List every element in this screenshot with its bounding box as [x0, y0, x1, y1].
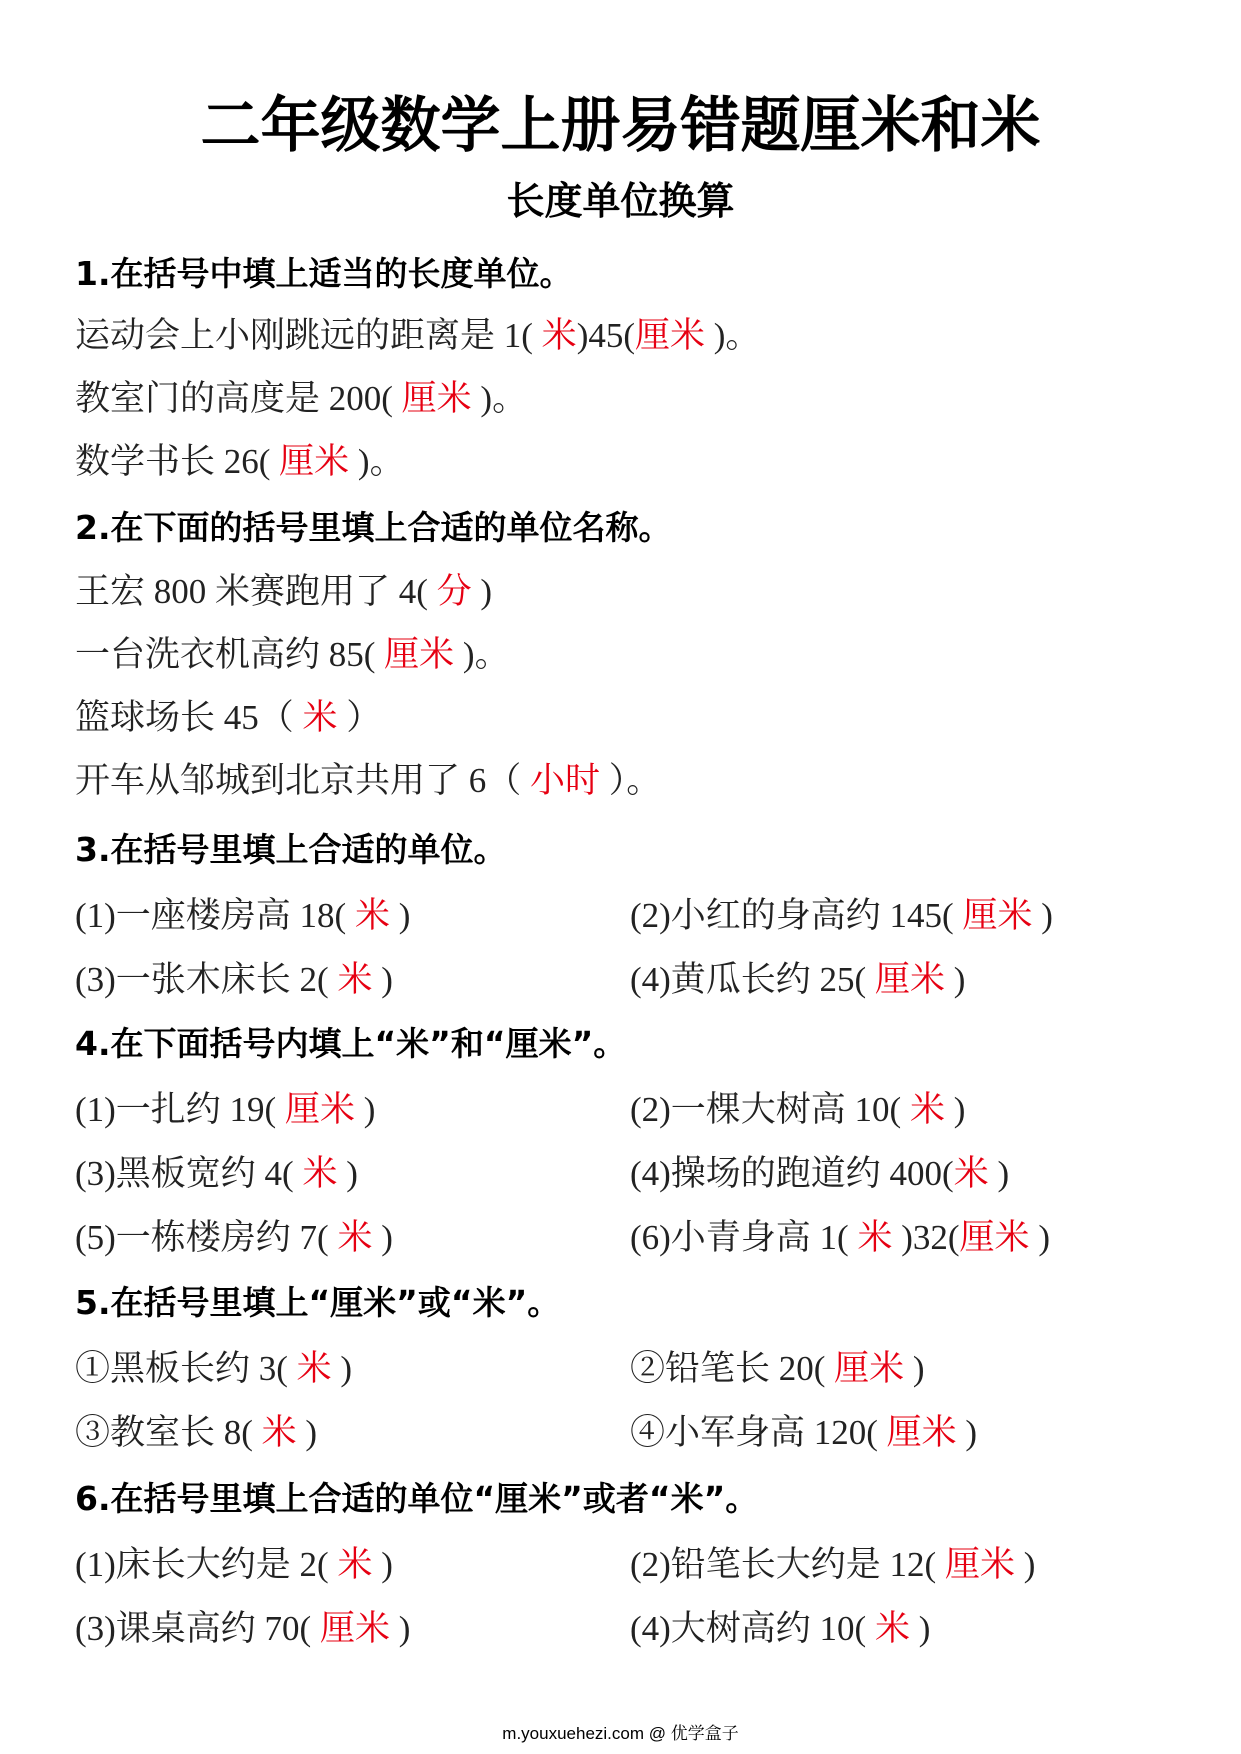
question-3-heading: 3.在括号里填上合适的单位。	[75, 830, 507, 869]
question-text: ）。	[600, 761, 662, 800]
answer: 米	[328, 1218, 373, 1257]
question-5-item-1	[75, 1346, 352, 1392]
question-text: )。	[349, 442, 405, 481]
question-2-line-3	[75, 695, 381, 741]
question-text: 王宏 800 米赛跑用了 4(	[75, 572, 428, 611]
question-text: ④小军身高 120(	[630, 1413, 878, 1452]
question-text: )	[988, 1154, 1010, 1193]
question-text: )	[471, 572, 493, 611]
question-text: (4)黄瓜长约 25(	[630, 960, 867, 999]
question-text: )	[372, 960, 393, 999]
question-5-item-4	[630, 1410, 977, 1456]
question-text: )	[909, 1609, 931, 1648]
question-text: (4)大树高约 10(	[630, 1609, 867, 1648]
page-title: 二年级数学上册易错题厘米和米	[200, 91, 1041, 161]
question-2-line-2	[75, 632, 510, 678]
question-text: )	[1014, 1545, 1036, 1584]
question-5-heading: 5.在括号里填上“厘米”或“米”。	[75, 1283, 561, 1322]
question-6-item-3	[75, 1606, 410, 1652]
question-text: (3)一张木床长 2(	[75, 960, 329, 999]
question-text: )	[331, 1349, 353, 1388]
question-text: )32(	[892, 1218, 960, 1257]
question-text: (1)一扎约 19(	[75, 1090, 277, 1129]
answer: 厘米	[877, 1413, 957, 1452]
question-6-item-2	[630, 1542, 1035, 1588]
answer: 米	[293, 698, 338, 737]
question-4-item-4	[630, 1151, 1009, 1197]
question-text: )	[1032, 896, 1053, 935]
footer-watermark: m.youxuehezi.com @ 优学盒子	[502, 1724, 739, 1743]
question-text: (1)一座楼房高 18(	[75, 896, 347, 935]
question-text: (3)黑板宽约 4(	[75, 1154, 294, 1193]
question-text: (3)课桌高约 70(	[75, 1609, 312, 1648]
answer: 厘米	[959, 1218, 1030, 1257]
answer: 厘米	[866, 960, 945, 999]
answer: 米	[346, 896, 390, 935]
question-text: (5)一栋楼房约 7(	[75, 1218, 329, 1257]
question-3-item-3	[75, 957, 393, 1003]
question-3-item-4	[630, 957, 965, 1003]
question-text: )。	[705, 316, 761, 355]
question-text: (2)一棵大树高 10(	[630, 1090, 902, 1129]
question-text: 运动会上小刚跳远的距离是 1(	[75, 316, 533, 355]
question-text: 教室门的高度是 200(	[75, 379, 393, 418]
question-text: (4)操场的跑道约 400(	[630, 1154, 954, 1193]
question-4-item-3	[75, 1151, 358, 1197]
question-text: (2)铅笔长大约是 12(	[630, 1545, 937, 1584]
question-text: )	[944, 1090, 966, 1129]
question-text: )	[956, 1413, 978, 1452]
answer: 米	[328, 960, 373, 999]
question-1-line-1	[75, 313, 760, 359]
question-text: )	[354, 1090, 376, 1129]
answer: 米	[532, 316, 577, 355]
question-text: )。	[471, 379, 528, 418]
question-4-heading: 4.在下面括号内填上“米”和“厘米”。	[75, 1024, 627, 1063]
answer: 厘米	[375, 635, 455, 674]
answer: 厘米	[635, 316, 706, 355]
question-text: )	[372, 1218, 393, 1257]
question-5-item-2	[630, 1346, 925, 1392]
question-text: ②铅笔长 20(	[630, 1349, 826, 1388]
question-text: )	[337, 1154, 358, 1193]
answer: 米	[901, 1090, 945, 1129]
question-6-item-4	[630, 1606, 930, 1652]
answer: 米	[328, 1545, 373, 1584]
question-1-heading: 1.在括号中填上适当的长度单位。	[75, 254, 573, 293]
question-1-line-2	[75, 376, 527, 422]
question-text: (1)床长大约是 2(	[75, 1545, 329, 1584]
question-text: )	[389, 1609, 411, 1648]
question-text: ①黑板长约 3(	[75, 1349, 288, 1388]
page-subtitle: 长度单位换算	[506, 178, 735, 223]
question-3-item-2	[630, 893, 1053, 939]
question-2-heading: 2.在下面的括号里填上合适的单位名称。	[75, 508, 672, 547]
answer: 米	[953, 1154, 989, 1193]
answer: 厘米	[392, 379, 472, 418]
answer: 米	[293, 1154, 338, 1193]
question-2-line-1	[75, 569, 492, 615]
answer: 米	[866, 1609, 910, 1648]
question-text: ）	[337, 698, 382, 737]
question-text: )	[389, 896, 411, 935]
question-text: 数学书长 26(	[75, 442, 271, 481]
question-4-item-5	[75, 1215, 393, 1261]
answer: 厘米	[825, 1349, 905, 1388]
question-6-item-1	[75, 1542, 393, 1588]
question-5-item-3	[75, 1410, 317, 1456]
question-3-item-1	[75, 893, 410, 939]
answer: 厘米	[276, 1090, 355, 1129]
question-text: 一台洗衣机高约 85(	[75, 635, 376, 674]
question-text: )	[944, 960, 966, 999]
answer: 米	[848, 1218, 893, 1257]
question-text: )	[904, 1349, 925, 1388]
question-4-item-6	[630, 1215, 1050, 1261]
question-text: 篮球场长 45（	[75, 698, 294, 737]
question-1-line-3	[75, 439, 405, 485]
answer: 厘米	[953, 896, 1033, 935]
question-text: 开车从邹城到北京共用了 6（	[75, 761, 522, 800]
question-text: )	[372, 1545, 393, 1584]
question-text: )45(	[576, 316, 635, 355]
question-text: )	[1029, 1218, 1050, 1257]
answer: 厘米	[936, 1545, 1015, 1584]
question-6-heading: 6.在括号里填上合适的单位“厘米”或者“米”。	[75, 1479, 759, 1518]
answer: 分	[427, 572, 472, 611]
question-2-line-4	[75, 758, 661, 804]
question-text: )。	[454, 635, 510, 674]
question-4-item-1	[75, 1087, 375, 1133]
question-text: ③教室长 8(	[75, 1413, 253, 1452]
answer: 米	[287, 1349, 332, 1388]
answer: 小时	[521, 761, 601, 800]
question-text: (2)小红的身高约 145(	[630, 896, 954, 935]
answer: 厘米	[270, 442, 350, 481]
answer: 厘米	[311, 1609, 390, 1648]
question-text: (6)小青身高 1(	[630, 1218, 849, 1257]
question-text: )	[296, 1413, 318, 1452]
question-4-item-2	[630, 1087, 965, 1133]
answer: 米	[252, 1413, 297, 1452]
